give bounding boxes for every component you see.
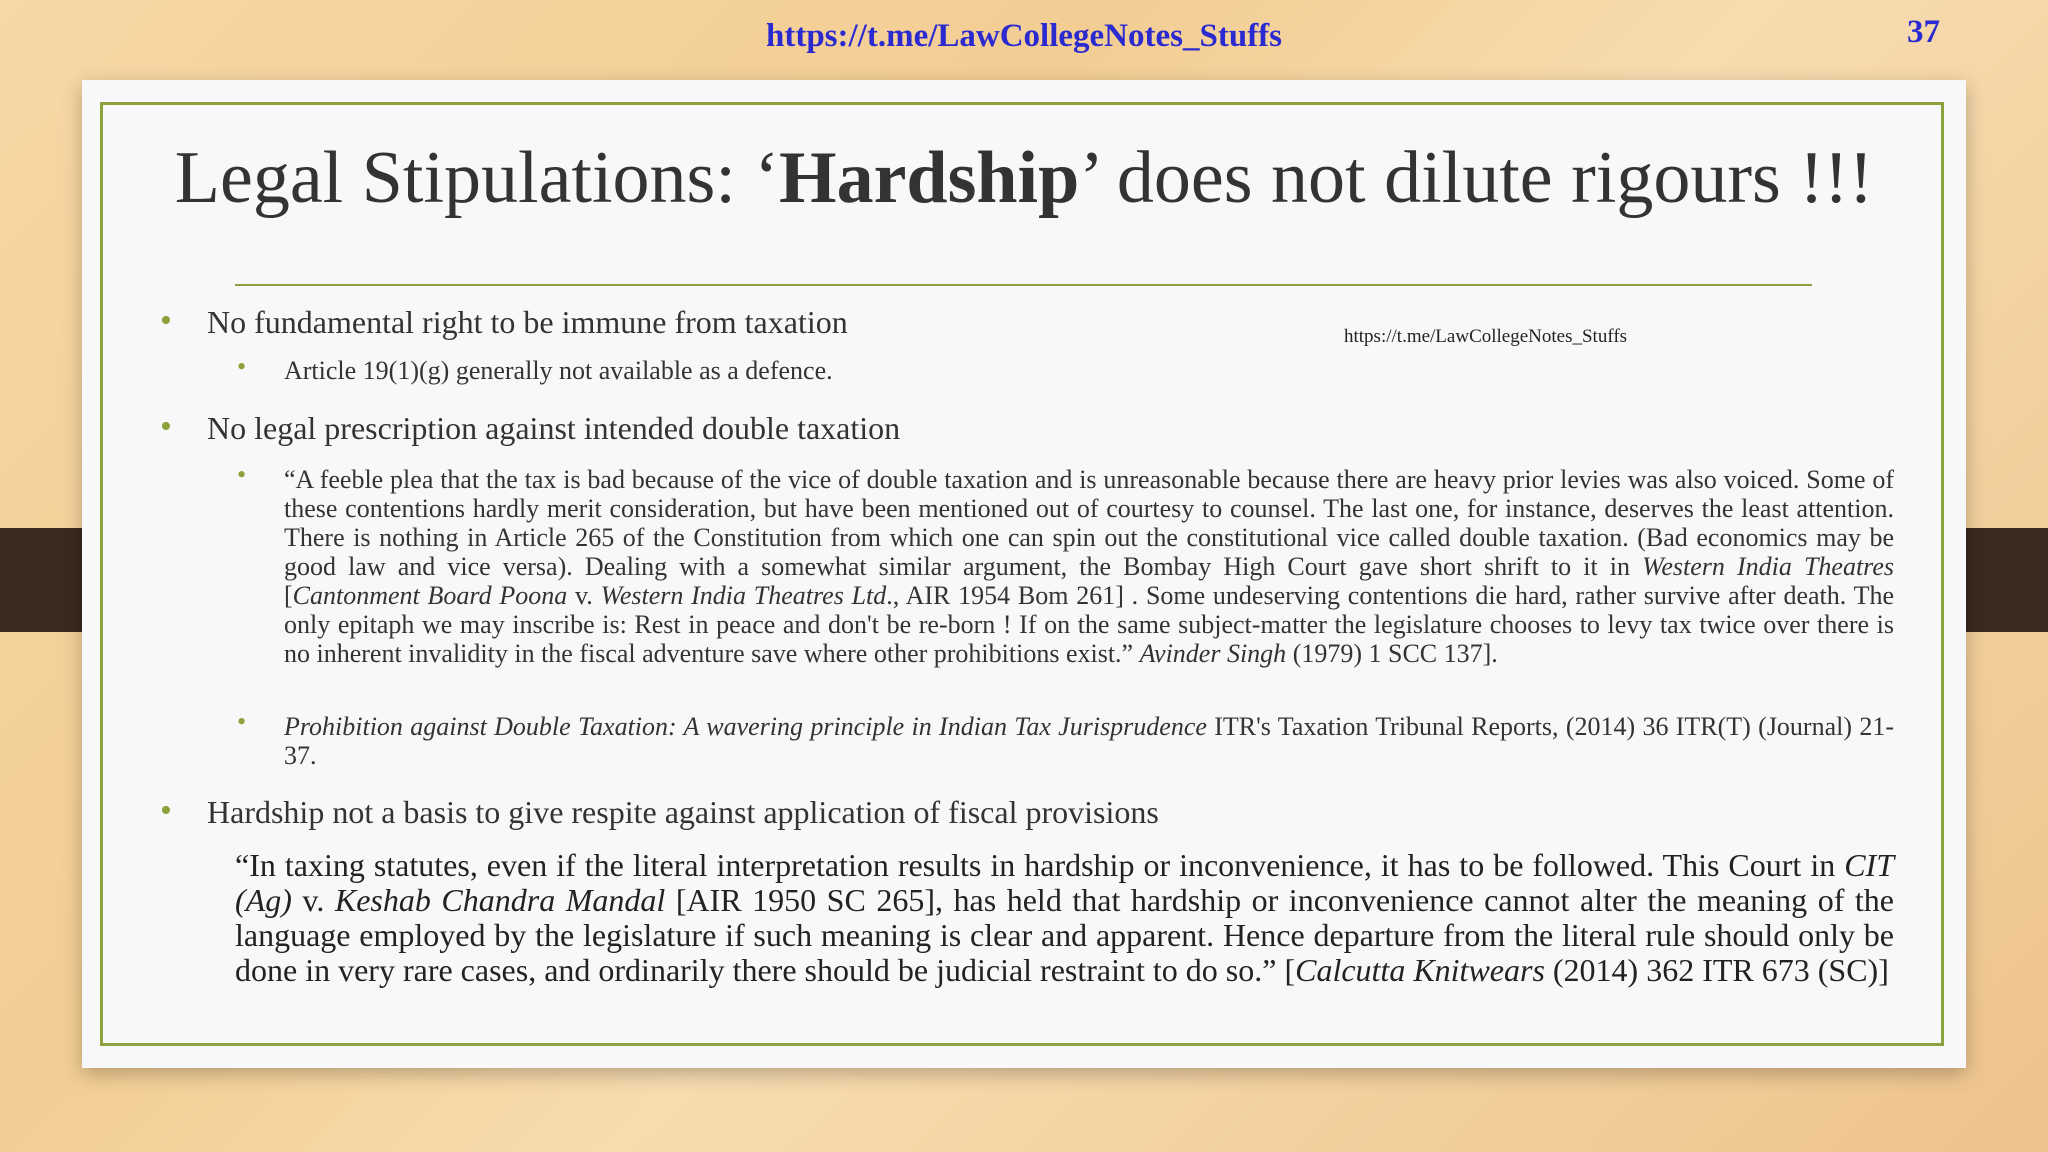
slide-title	[82, 138, 1966, 219]
title-bold: Hardship	[779, 137, 1080, 219]
bullet-dot: •	[237, 707, 247, 736]
bullet-dot: •	[237, 460, 247, 489]
bullet-3: Hardship not a basis to give respite against application of fiscal provisions	[207, 794, 1159, 830]
bullet-dot: •	[160, 302, 172, 339]
title-prefix: Legal Stipulations: ‘	[174, 137, 780, 219]
q1-case: Cantonment Board Poona	[292, 581, 568, 610]
bullet-dot: •	[160, 408, 172, 445]
quote-calcutta-knitwears	[235, 848, 1894, 988]
q1-text: “A feeble plea that the tax is bad because of the vice of double taxation and is unreasonable because there are heavy prior levies was also voiced. Some of these contentions hardly merit consideration, but have been mentioned out of courtesy to counsel. The last one, for instance, deserves the least attention. There is nothing in Article 265 of the Constitution from which one can spin out the constitutional vice called double taxation. (Bad economics may be good law and vice versa). Dealing with a somewhat similar argument, the Bombay High Court gave short shrift to it in	[284, 465, 1894, 581]
q2-text: (2014) 362 ITR 673 (SC)]	[1544, 952, 1889, 988]
ref-text: ITR's Taxation Tribunal Reports, (2014) 36 ITR(T) (Journal) 21-37.	[284, 712, 1894, 770]
q1-text: v.	[567, 581, 601, 610]
q1-case: Avinder Singh	[1139, 639, 1287, 668]
q2-text: “In taxing statutes, even if the literal interpretation results in hardship or inconvenience, it has to be followed. This Court in	[235, 847, 1845, 883]
bullet-2: No legal prescription against intended double taxation	[207, 410, 901, 446]
header-link[interactable]: https://t.me/LawCollegeNotes_Stuffs	[765, 18, 1283, 54]
q2-case: Keshab Chandra Mandal	[334, 882, 666, 918]
q1-text: (1979) 1 SCC 137].	[1286, 639, 1498, 668]
inner-link[interactable]: https://t.me/LawCollegeNotes_Stuffs	[1344, 326, 1628, 347]
slide-card	[82, 80, 1966, 1068]
q1-case: Western India Theatres Ltd	[600, 581, 887, 610]
quote-avinder-singh	[284, 465, 1894, 668]
bullet-dot: •	[160, 792, 172, 829]
bullet-1-sub: Article 19(1)(g) generally not available as a defence.	[284, 356, 833, 385]
bullet-dot: •	[237, 352, 247, 381]
q2-case: CIT (Ag)	[235, 847, 1894, 918]
reference-itr	[284, 712, 1894, 770]
q2-text: v.	[291, 882, 335, 918]
page-number: 37	[1907, 14, 1940, 50]
bullet-1: No fundamental right to be immune from taxation	[207, 304, 848, 340]
q2-case: Calcutta Knitwears	[1295, 952, 1545, 988]
title-divider	[235, 284, 1812, 286]
q1-text: [	[284, 581, 293, 610]
q1-case: Western India Theatres	[1642, 552, 1894, 581]
ref-title: Prohibition against Double Taxation: A wavering principle in Indian Tax Jurisprudence	[284, 712, 1207, 741]
q2-text: [AIR 1950 SC 265], has held that hardship or inconvenience cannot alter the meaning of the language employed by the legislature if such meaning is clear and apparent. Hence departure from the literal rule should only be done in very rare cases, and ordinarily there should be judicial restraint to do so.” [	[235, 882, 1895, 988]
q1-text: ., AIR 1954 Bom 261] . Some undeserving contentions die hard, rather survive after death. The only epitaph we may inscribe is: Rest in peace and don't be re-born ! If on the same subject-matter the legislature chooses to levy tax twice over there is no inherent invalidity in the fiscal adventure save where other prohibitions exist.”	[284, 581, 1894, 668]
title-suffix: ’ does not dilute rigours !!!	[1079, 137, 1874, 219]
